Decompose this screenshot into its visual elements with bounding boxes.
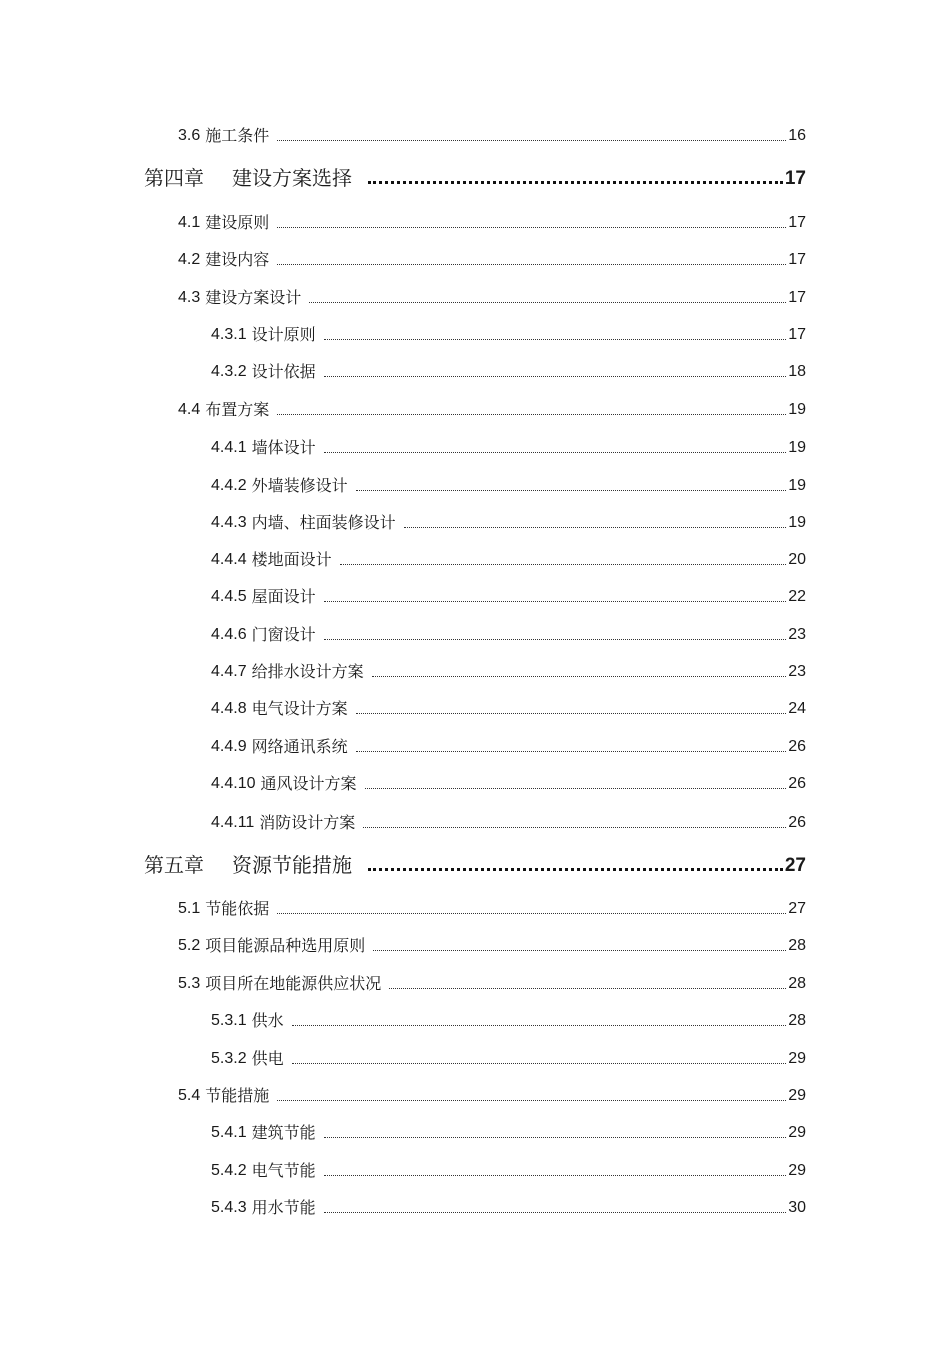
toc-entry-number: 4.4.10 [211, 775, 256, 792]
toc-entry-page: 17 [788, 326, 806, 343]
toc-entry-title: 设计原则 [251, 325, 316, 344]
toc-entry[interactable] [211, 1013, 806, 1029]
toc-entry-number: 4.4 [178, 401, 201, 418]
toc-leader-dots [324, 1212, 787, 1213]
toc-entry-title: 网络通讯系统 [251, 737, 348, 756]
toc-entry[interactable] [211, 664, 806, 680]
toc-entry-page: 29 [788, 1162, 806, 1179]
toc-entry-number: 5.3 [178, 975, 201, 992]
toc-chapter-number: 第四章 [144, 166, 204, 190]
toc-entry-page: 20 [788, 551, 806, 568]
toc-entry-page: 29 [788, 1124, 806, 1141]
toc-entry-page: 23 [788, 626, 806, 643]
toc-entry[interactable] [211, 589, 806, 605]
toc-entry-number: 5.3.1 [211, 1012, 247, 1029]
toc-entry-title: 内墙、柱面装修设计 [251, 513, 396, 532]
toc-entry-page: 22 [788, 588, 806, 605]
toc-entry[interactable] [178, 290, 806, 306]
toc-leader-dots [389, 988, 786, 989]
toc-entry-number: 5.4.2 [211, 1162, 247, 1179]
toc-entry-number: 4.4.2 [211, 477, 247, 494]
toc-entry-title: 用水节能 [251, 1198, 316, 1217]
toc-entry-page: 19 [788, 514, 806, 531]
toc-entry[interactable] [178, 252, 806, 268]
toc-entry-number: 4.4.7 [211, 663, 247, 680]
toc-entry-page: 29 [788, 1087, 806, 1104]
toc-entry-title: 节能措施 [205, 1086, 270, 1105]
toc-entry-title: 供电 [251, 1049, 284, 1068]
toc-entry-title: 建设内容 [205, 250, 270, 269]
toc-entry-title: 电气节能 [251, 1161, 316, 1180]
toc-leader-dots [356, 713, 787, 714]
toc-entry-number: 5.4 [178, 1087, 201, 1104]
toc-leader-dots [324, 339, 787, 340]
toc-entry-page: 17 [788, 289, 806, 306]
toc-chapter-entry[interactable] [144, 168, 806, 188]
toc-entry[interactable] [211, 1125, 806, 1141]
toc-leader-dots [368, 868, 783, 871]
toc-entry[interactable] [211, 776, 806, 792]
toc-entry-title: 供水 [251, 1011, 284, 1030]
toc-entry-number: 5.3.2 [211, 1050, 247, 1067]
toc-entry-title: 建设方案设计 [205, 288, 302, 307]
toc-entry-number: 4.4.5 [211, 588, 247, 605]
toc-leader-dots [277, 227, 786, 228]
toc-entry-page: 26 [788, 775, 806, 792]
toc-chapter-page: 27 [784, 855, 806, 876]
toc-chapter-entry[interactable] [144, 855, 806, 875]
toc-leader-dots [324, 1137, 787, 1138]
toc-entry[interactable] [178, 1088, 806, 1104]
toc-leader-dots [324, 639, 787, 640]
toc-chapter-title: 资源节能措施 [232, 853, 352, 877]
toc-entry[interactable] [211, 627, 806, 643]
toc-entry-number: 4.4.6 [211, 626, 247, 643]
toc-entry-title: 项目所在地能源供应状况 [205, 974, 382, 993]
toc-entry-title: 施工条件 [205, 126, 270, 145]
toc-entry-page: 30 [788, 1199, 806, 1216]
toc-leader-dots [324, 1175, 787, 1176]
toc-entry-number: 4.3.2 [211, 363, 247, 380]
toc-entry-title: 节能依据 [205, 899, 270, 918]
toc-entry-page: 16 [788, 127, 806, 144]
toc-entry-page: 23 [788, 663, 806, 680]
toc-entry-number: 4.1 [178, 214, 201, 231]
toc-entry[interactable] [178, 901, 806, 917]
toc-leader-dots [309, 302, 786, 303]
toc-entry-page: 19 [788, 439, 806, 456]
toc-entry-title: 项目能源品种选用原则 [205, 936, 366, 955]
toc-entry-page: 18 [788, 363, 806, 380]
toc-entry-title: 布置方案 [205, 400, 270, 419]
toc-entry[interactable] [211, 1163, 806, 1179]
toc-entry[interactable] [211, 815, 806, 831]
toc-entry-page: 28 [788, 937, 806, 954]
toc-entry[interactable] [211, 701, 806, 717]
toc-entry[interactable] [211, 478, 806, 494]
toc-chapter-number: 第五章 [144, 853, 204, 877]
toc-leader-dots [277, 1100, 786, 1101]
toc-leader-dots [372, 676, 787, 677]
toc-entry-number: 5.4.3 [211, 1199, 247, 1216]
toc-entry-title: 电气设计方案 [251, 699, 348, 718]
toc-entry-number: 5.1 [178, 900, 201, 917]
toc-entry-title: 消防设计方案 [259, 813, 356, 832]
toc-entry-page: 28 [788, 975, 806, 992]
toc-entry[interactable] [178, 402, 806, 418]
toc-entry-number: 4.4.4 [211, 551, 247, 568]
toc-leader-dots [368, 181, 783, 184]
toc-leader-dots [277, 414, 786, 415]
toc-entry-title: 墙体设计 [251, 438, 316, 457]
toc-entry-title: 设计依据 [251, 362, 316, 381]
toc-entry-title: 屋面设计 [251, 587, 316, 606]
toc-leader-dots [277, 140, 786, 141]
toc-entry-title: 楼地面设计 [251, 550, 332, 569]
toc-entry-title: 给排水设计方案 [251, 662, 364, 681]
toc-entry-number: 4.4.1 [211, 439, 247, 456]
toc-entry[interactable] [211, 552, 806, 568]
toc-leader-dots [356, 751, 787, 752]
toc-entry-page: 27 [788, 900, 806, 917]
toc-entry[interactable] [211, 1051, 806, 1067]
toc-leader-dots [277, 264, 786, 265]
toc-entry-number: 4.3 [178, 289, 201, 306]
toc-entry-number: 5.2 [178, 937, 201, 954]
toc-leader-dots [363, 827, 786, 828]
toc-entry[interactable] [178, 976, 806, 992]
toc-entry[interactable] [178, 128, 806, 144]
toc-entry[interactable] [211, 739, 806, 755]
toc-entry-page: 19 [788, 401, 806, 418]
toc-entry[interactable] [211, 364, 806, 380]
toc-entry-page: 29 [788, 1050, 806, 1067]
toc-leader-dots [324, 376, 787, 377]
toc-entry-page: 24 [788, 700, 806, 717]
toc-entry-title: 建设原则 [205, 213, 270, 232]
toc-entry-page: 17 [788, 251, 806, 268]
toc-entry[interactable] [178, 938, 806, 954]
toc-leader-dots [340, 564, 787, 565]
toc-entry-page: 28 [788, 1012, 806, 1029]
toc-entry-number: 4.4.3 [211, 514, 247, 531]
toc-entry-number: 4.2 [178, 251, 201, 268]
toc-entry[interactable] [211, 327, 806, 343]
toc-entry[interactable] [178, 215, 806, 231]
toc-entry-number: 4.4.9 [211, 738, 247, 755]
toc-leader-dots [404, 527, 787, 528]
toc-entry[interactable] [211, 440, 806, 456]
toc-entry-number: 4.4.8 [211, 700, 247, 717]
toc-entry-title: 通风设计方案 [260, 774, 357, 793]
toc-leader-dots [277, 913, 786, 914]
toc-leader-dots [365, 788, 787, 789]
toc-entry-page: 17 [788, 214, 806, 231]
toc-entry-page: 26 [788, 738, 806, 755]
toc-leader-dots [292, 1063, 787, 1064]
toc-entry-page: 26 [788, 814, 806, 831]
toc-entry-number: 4.3.1 [211, 326, 247, 343]
toc-entry-number: 3.6 [178, 127, 201, 144]
toc-entry-title: 建筑节能 [251, 1123, 316, 1142]
toc-entry-title: 外墙装修设计 [251, 476, 348, 495]
toc-leader-dots [373, 950, 786, 951]
toc-entry-number: 5.4.1 [211, 1124, 247, 1141]
toc-chapter-title: 建设方案选择 [232, 166, 352, 190]
toc-leader-dots [292, 1025, 787, 1026]
toc-entry-page: 19 [788, 477, 806, 494]
toc-leader-dots [324, 601, 787, 602]
toc-entry[interactable] [211, 1200, 806, 1216]
toc-leader-dots [324, 452, 787, 453]
toc-entry-number: 4.4.11 [211, 814, 255, 831]
toc-entry[interactable] [211, 515, 806, 531]
toc-chapter-page: 17 [784, 168, 806, 189]
toc-leader-dots [356, 490, 787, 491]
toc-entry-title: 门窗设计 [251, 625, 316, 644]
